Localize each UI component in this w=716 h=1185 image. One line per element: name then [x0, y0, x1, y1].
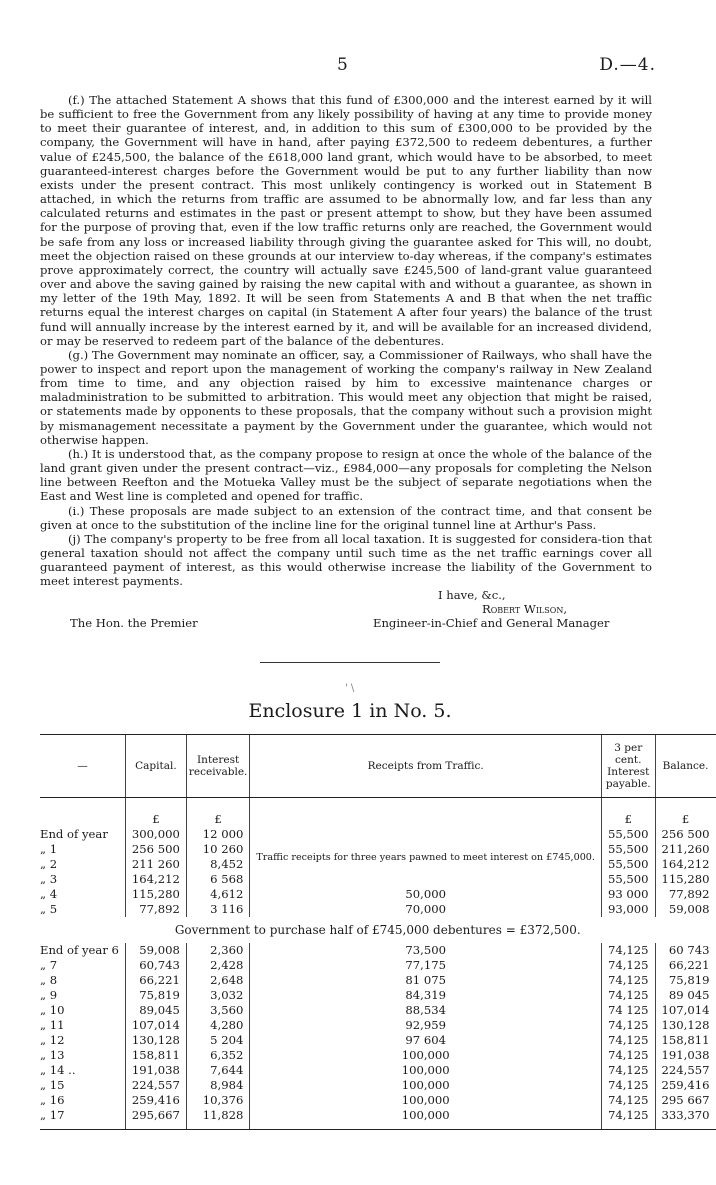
cell-payable: 55,500 [601, 872, 655, 887]
cell-traffic: 97 604 [250, 1033, 602, 1048]
cell-payable: 55,500 [601, 842, 655, 857]
cell-traffic: 100,000 [250, 1063, 602, 1078]
government-note-row [40, 917, 716, 943]
cell-balance: 164,212 [655, 857, 715, 872]
table-row [40, 1048, 716, 1063]
cell-capital: 191,038 [125, 1063, 186, 1078]
cell-interest: 5 204 [186, 1033, 250, 1048]
closing-line: I have, &c., [438, 588, 506, 603]
cell-payable: 74,125 [601, 988, 655, 1003]
addressee: The Hon. the Premier [70, 616, 198, 631]
cell-interest: 3 116 [186, 902, 250, 917]
cell-interest: 4,612 [186, 887, 250, 902]
cell-payable: 74,125 [601, 958, 655, 973]
cell-capital: 259,416 [125, 1093, 186, 1108]
enclosure-title: Enclosure 1 in No. 5. [248, 700, 452, 722]
col-header-payable: 3 per cent. Interest payable. [601, 735, 655, 798]
cell-interest: 11,828 [186, 1108, 250, 1123]
cell-label: „ 17 [40, 1108, 65, 1122]
cell-payable: 74,125 [601, 973, 655, 988]
cell-balance: 224,557 [655, 1063, 715, 1078]
cell-balance: 66,221 [655, 958, 715, 973]
cell-interest: 2,648 [186, 973, 250, 988]
section-divider [260, 662, 440, 663]
cell-label: „ 12 [40, 1033, 65, 1047]
cell-capital: 224,557 [125, 1078, 186, 1093]
cell-balance: 333,370 [655, 1108, 715, 1123]
cell-interest: 8,984 [186, 1078, 250, 1093]
cell-label: „ 14 .. [40, 1063, 76, 1077]
cell-payable: 74,125 [601, 1033, 655, 1048]
cell-interest: 6 568 [186, 872, 250, 887]
cell-balance: 158,811 [655, 1033, 715, 1048]
cell-payable: 93,000 [601, 902, 655, 917]
cell-payable: 74,125 [601, 1078, 655, 1093]
col-header-traffic: Receipts from Traffic. [250, 735, 602, 798]
cell-interest: 8,452 [186, 857, 250, 872]
table-row [40, 943, 716, 958]
cell-capital: 115,280 [125, 887, 186, 902]
cell-label: „ 16 [40, 1093, 65, 1107]
cell-interest: 4,280 [186, 1018, 250, 1033]
cell-label: „ 8 [40, 973, 58, 987]
cell-capital: 164,212 [125, 872, 186, 887]
cell-payable: 93 000 [601, 887, 655, 902]
cell-payable: 74 125 [601, 1003, 655, 1018]
cell-balance: 191,038 [655, 1048, 715, 1063]
cell-traffic: 73,500 [250, 943, 602, 958]
cell-interest: 6,352 [186, 1048, 250, 1063]
cell-capital: 75,819 [125, 988, 186, 1003]
cell-payable: 74,125 [601, 1093, 655, 1108]
cell-capital: 89,045 [125, 1003, 186, 1018]
cell-balance: 107,014 [655, 1003, 715, 1018]
cell-traffic: 84,319 [250, 988, 602, 1003]
paragraph-i: (i.) These proposals are made subject to an extension of the contract time, and that consent be given at once to the substitution of the incline line for the original tunnel line at Arthur's Pass. [40, 503, 652, 532]
cell-label: „ 10 [40, 1003, 65, 1017]
cell-capital: 107,014 [125, 1018, 186, 1033]
cell-label: „ 4 [40, 887, 58, 901]
cell-balance: 59,008 [655, 902, 715, 917]
cell-capital: 77,892 [125, 902, 186, 917]
cell-balance: 130,128 [655, 1018, 715, 1033]
cell-payable: 55,500 [601, 857, 655, 872]
cell-label: „ 15 [40, 1078, 65, 1092]
cell-balance: 211,260 [655, 842, 715, 857]
paragraph-f: (f.) The attached Statement A shows that this fund of £300,000 and the interest earned by it will be sufficient to free the Government from any likely possibility of having at any time to provide money to meet their guarantee of interest, and, in addition to this sum of £300,000 to be provided by the company, the Government will have in hand, after paying £372,500 to redeem debentures, a further value of £245,500, the balance of the £618,000 land grant, which would have to be absorbed, to meet guaranteed-interest charges before the Government would be put to any further liability than now exists under the present contract. This most unlikely contingency is worked out in Statement B attached, in which the returns from traffic are assumed to be abnormally low, and far less than any calculated returns and estimates in the past or present attempt to show, but they have been assumed for the purpose of proving that, even if the low traffic returns only are reached, the Government would be safe from any loss or increased liability through giving the guarantee asked for This will, no doubt, meet the objection raised on these grounds at our interview to-day whereas, if the company's estimates prove approximately correct, the country will actually save £245,500 of land-grant value guaranteed over and above the saving gained by raising the new capital with and without a guarantee, as shown in my letter of the 19th May, 1892. It will be seen from Statements A and B that when the net traffic returns equal the interest charges on capital (in Statement A after four years) the balance of the trust fund will annually increase by the interest earned by it, and will be available for an increased dividend, or may be reserved to redeem part of the balance of the debentures. [40, 93, 652, 348]
cell-interest: 3,032 [186, 988, 250, 1003]
cell-balance: 259,416 [655, 1078, 715, 1093]
cell-label: „ 1 [40, 842, 58, 856]
col-header-interest: Interest receivable. [186, 735, 250, 798]
cell-interest: 10 260 [186, 842, 250, 857]
cell-capital: 66,221 [125, 973, 186, 988]
cell-label: „ 11 [40, 1018, 65, 1032]
cell-capital: 300,000 [125, 827, 186, 842]
cell-label: „ 5 [40, 902, 58, 916]
cell-traffic: 100,000 [250, 1093, 602, 1108]
cell-label: „ 7 [40, 958, 58, 972]
cell-payable: 74,125 [601, 1108, 655, 1123]
table-row [40, 1003, 716, 1018]
cell-traffic: 50,000 [250, 887, 602, 902]
table-row [40, 973, 716, 988]
cell-payable: 74,125 [601, 1018, 655, 1033]
table-body [40, 798, 716, 1130]
table-row [40, 988, 716, 1003]
cell-interest: 7,644 [186, 1063, 250, 1078]
cell-balance: 75,819 [655, 973, 715, 988]
cell-capital: 59,008 [125, 943, 186, 958]
table-row [40, 1093, 716, 1108]
cell-traffic: 70,000 [250, 902, 602, 917]
cell-traffic: 100,000 [250, 1078, 602, 1093]
cell-interest: 12 000 [186, 827, 250, 842]
cell-payable: 74,125 [601, 1048, 655, 1063]
cell-label: „ 9 [40, 988, 58, 1002]
table-row [40, 1033, 716, 1048]
cell-label: „ 2 [40, 857, 58, 871]
cell-payable: 55,500 [601, 827, 655, 842]
cell-label: End of year [40, 827, 108, 841]
cell-traffic: 100,000 [250, 1048, 602, 1063]
cell-interest: 10,376 [186, 1093, 250, 1108]
table-row [40, 1108, 716, 1123]
signatory-title: Engineer-in-Chief and General Manager [373, 616, 610, 631]
col-header-balance: Balance. [655, 735, 715, 798]
cell-traffic: 81 075 [250, 973, 602, 988]
document-reference: D.—4. [599, 55, 656, 75]
table-row [40, 902, 716, 917]
page-number: 5 [337, 55, 348, 75]
cell-balance: 256 500 [655, 827, 715, 842]
table-row [40, 958, 716, 973]
cell-label: End of year 6 [40, 943, 119, 957]
table-row [40, 1018, 716, 1033]
signature-block [40, 588, 652, 632]
cell-capital: 211 260 [125, 857, 186, 872]
table-header-row [40, 735, 716, 798]
cell-traffic: 92,959 [250, 1018, 602, 1033]
cell-balance: 60 743 [655, 943, 715, 958]
cell-balance: 295 667 [655, 1093, 715, 1108]
cell-capital: 60,743 [125, 958, 186, 973]
statement-table [40, 734, 716, 1130]
table-row [40, 827, 716, 842]
cell-capital: 256 500 [125, 842, 186, 857]
cell-balance: 77,892 [655, 887, 715, 902]
table-row [40, 1078, 716, 1093]
stray-mark: ' \ [345, 683, 355, 694]
cell-traffic: 100,000 [250, 1108, 602, 1123]
cell-payable: 74,125 [601, 943, 655, 958]
col-header-label: — [40, 735, 125, 798]
signatory-name: Robert Wilson, [482, 602, 568, 617]
cell-interest: 2,428 [186, 958, 250, 973]
cell-label: „ 3 [40, 872, 58, 886]
table-row [40, 887, 716, 902]
paragraph-j: (j) The company's property to be free from all local taxation. It is suggested for considera-tion that general taxation should not affect the company until such time as the net traffic earnings cover all guaranteed payment of interest, as this would otherwise increase the liability of the Government to meet interest payments. [40, 531, 652, 589]
cell-capital: 158,811 [125, 1048, 186, 1063]
cell-capital: 130,128 [125, 1033, 186, 1048]
government-note: Government to purchase half of £745,000 debentures = £372,500. [174, 923, 581, 937]
cell-balance: 115,280 [655, 872, 715, 887]
cell-balance: 89 045 [655, 988, 715, 1003]
paragraph-g: (g.) The Government may nominate an officer, say, a Commissioner of Railways, who shall have the power to inspect and report upon the management of working the company's railway in New Zealand from time to time, and any objection raised by him to excessive maintenance charges or maladministration to be submitted to arbitration. This would meet any objection that might be raised, or statements made by opponents to these proposals, that the company without such a provision might by mismanagement necessitate a payment by the Government under the guarantee, which would not otherwise happen. [40, 347, 652, 447]
table-row [40, 1063, 716, 1078]
cell-label: „ 13 [40, 1048, 65, 1062]
cell-traffic: 77,175 [250, 958, 602, 973]
col-header-capital: Capital. [125, 735, 186, 798]
traffic-note: Traffic receipts for three years pawned to meet interest on £745,000. [250, 827, 602, 887]
units-row: £ £ £ £ [40, 812, 716, 827]
paragraph-h: (h.) It is understood that, as the company propose to resign at once the whole of the balance of the land grant given under the present contract—viz., £984,000—any proposals for completing the Nelson line between Reefton and the Motueka Valley must be the subject of separate negotiations when the East and West line is completed and opened for traffic. [40, 446, 652, 504]
cell-interest: 3,560 [186, 1003, 250, 1018]
cell-interest: 2,360 [186, 943, 250, 958]
cell-traffic: 88,534 [250, 1003, 602, 1018]
cell-capital: 295,667 [125, 1108, 186, 1123]
cell-payable: 74,125 [601, 1063, 655, 1078]
page-header [0, 55, 700, 75]
letter-body [40, 93, 652, 632]
